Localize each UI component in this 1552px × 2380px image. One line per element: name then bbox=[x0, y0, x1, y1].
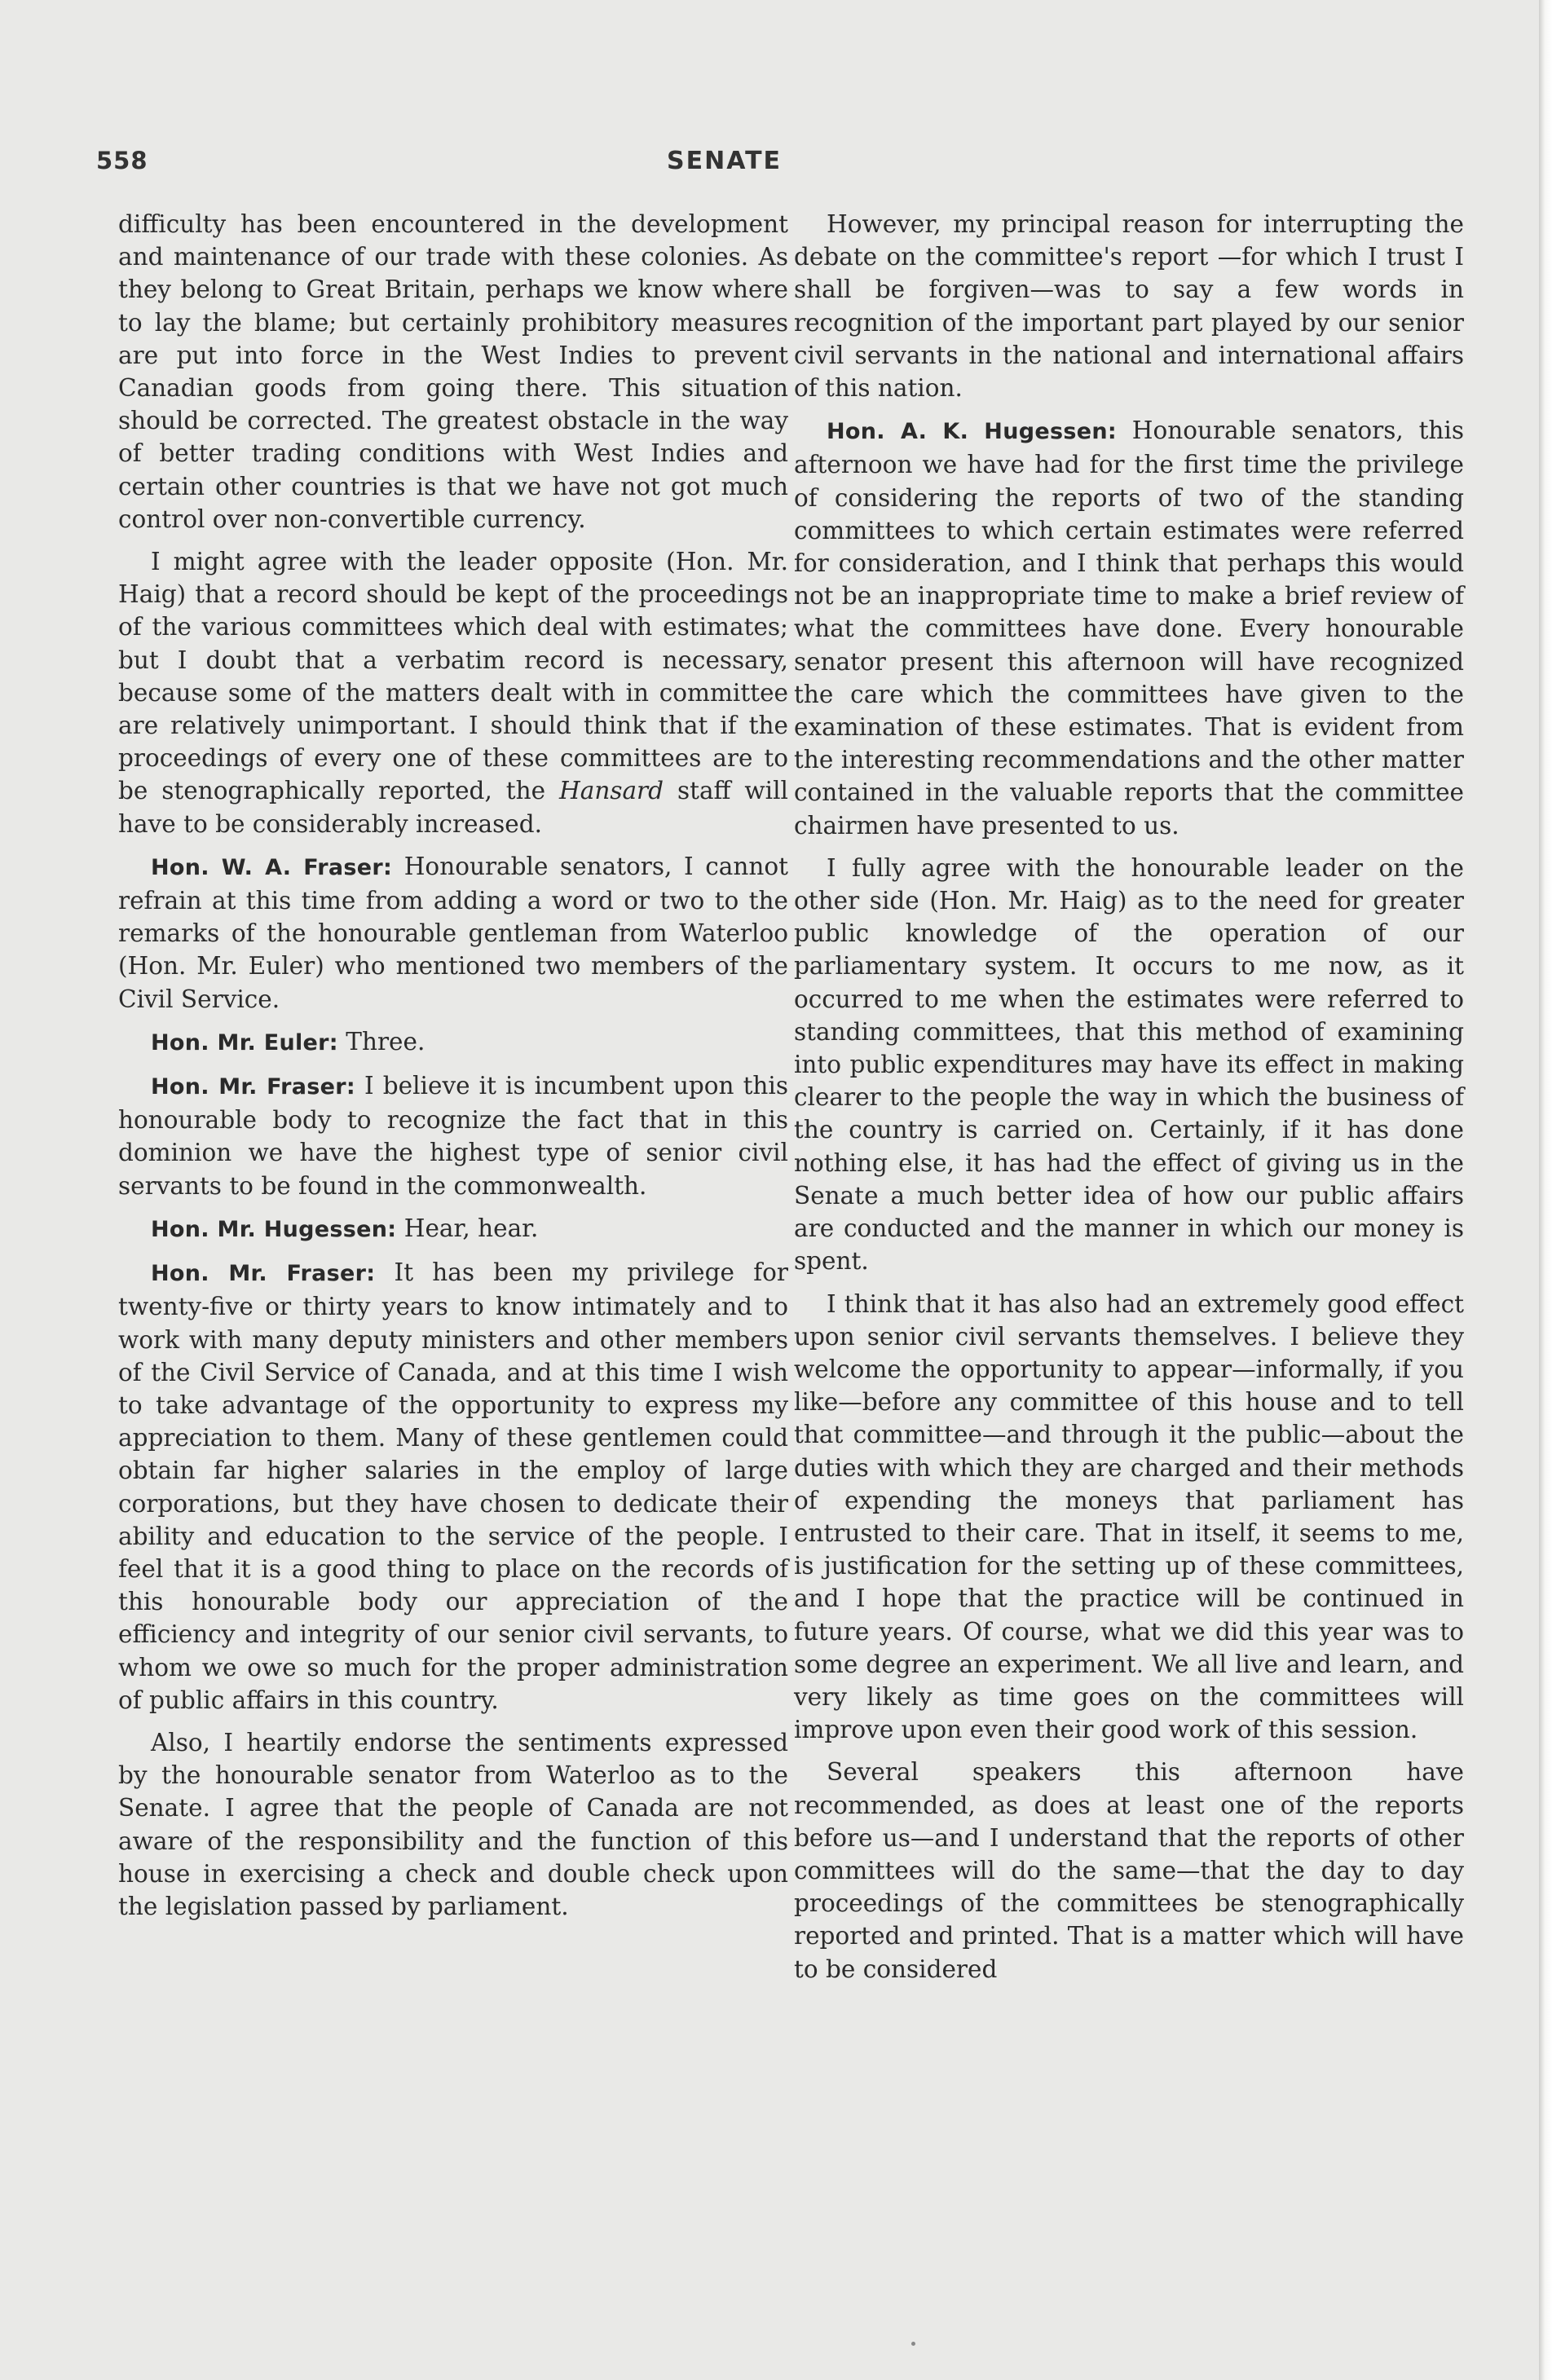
left-column bbox=[118, 208, 788, 1933]
paragraph: I think that it has also had an extremely good effect upon senior civil servants themselves. I believe they welcome the opportunity to appear—informally, if you like—before any committee of this house and to tell that committee—and through it the public—about the duties with which they are charged and their methods of expending the moneys that parliament has entrusted to their care. That in itself, it seems to me, is justification for the setting up of these committees, and I hope that the practice will be continued in future years. Of course, what we did this year was to some degree an experiment. We all live and learn, and very likely as time goes on the committees will improve upon even their good work of this session. bbox=[794, 1289, 1464, 1744]
paragraph: Also, I heartily endorse the sentiments expressed by the honourable senator from Waterloo as to the Senate. I agree that the people of Canada are not aware of the responsibility and the function of this house in exercising a check and double check upon the legislation passed by parliament. bbox=[118, 1728, 788, 1920]
page-speck bbox=[911, 2342, 915, 2346]
paragraph: Several speakers this afternoon have recommended, as does at least one of the reports before us—and I understand that the reports of other committees will do the same—that the day to day proceedings of the committees be stenographically reported and printed. That is a matter which will have to be considered bbox=[794, 1758, 1464, 1983]
speech: Hon. Mr. Fraser: It has been my privilege for twenty-five or thirty years to know intimately and to work with many deputy ministers and other members of the Civil Service of Canada, and at this time I wish to take advantage of the opportunity to express my appreciation to them. Many of these gentlemen could obtain far higher salaries in the employ of large corporations, but they have chosen to dedicate their ability and education to the service of the people. I feel that it is a good thing to place on the records of this honourable body our appreciation of the efficiency and integrity of our senior civil servants, to whom we owe so much for the proper administration of public affairs in this country. bbox=[118, 1258, 788, 1714]
speaker-name: Hon. Mr. Fraser: bbox=[151, 1074, 355, 1100]
paragraph: However, my principal reason for interrupting the debate on the committee's report —for which I trust I shall be forgiven—was to say a few words in recognition of the important part played by our senior civil servants in the national and international affairs of this nation. bbox=[794, 210, 1464, 403]
right-column bbox=[794, 208, 1464, 1995]
page-edge bbox=[1539, 0, 1552, 2380]
speech: Hon. Mr. Hugessen: Hear, hear. bbox=[151, 1214, 539, 1242]
hansard-title: Hansard bbox=[559, 777, 664, 805]
speech: Hon. Mr. Euler: Three. bbox=[151, 1027, 425, 1056]
paragraph: difficulty has been encountered in the development and maintenance of our trade with these colonies. As they belong to Great Britain, perhaps we know where to lay the blame; but certainly prohibitory measures are put into force in the West Indies to prevent Canadian goods from going there. This situation should be corrected. The greatest obstacle in the way of better trading conditions with West Indies and certain other countries is that we have not got much control over non-convertible currency. bbox=[118, 210, 788, 533]
paragraph: I might agree with the leader opposite (Hon. Mr. Haig) that a record should be kept of the proceedings of the various committees which deal with estimates; but I doubt that a verbatim record is necessary, because some of the matters dealt with in committee are relatively unimportant. I should think that if the proceedings of every one of these committees are to be stenographically reported, the Hansard staff will have to be considerably increased. bbox=[118, 548, 788, 838]
speech: Hon. W. A. Fraser: Honourable senators, I cannot refrain at this time from adding a word or two to the remarks of the honourable gentleman from Waterloo (Hon. Mr. Euler) who mentioned two members of the Civil Service. bbox=[118, 852, 788, 1013]
speaker-name: Hon. W. A. Fraser: bbox=[151, 854, 393, 880]
speech: Hon. A. K. Hugessen: Honourable senators, this afternoon we have had for the first time the privilege of considering the reports of two of the standing committees to which certain estimates were referred for consideration, and I think that perhaps this would not be an inappropriate time to make a brief review of what the committees have done. Every honourable senator present this afternoon will have recognized the care which the committees have given to the examination of these estimates. That is evident from the interesting recommendations and the other matter contained in the valuable reports that the committee chairmen have presented to us. bbox=[794, 416, 1464, 840]
paragraph: I fully agree with the honourable leader on the other side (Hon. Mr. Haig) as to the need for greater public knowledge of the operation of our parliamentary system. It occurs to me now, as it occurred to me when the estimates were referred to standing committees, that this method of examining into public expenditures may have its effect in making clearer to the people the way in which the business of the country is carried on. Certainly, if it has done nothing else, it has had the effect of giving us in the Senate a much better idea of how our public affairs are conducted and the manner in which our money is spent. bbox=[794, 853, 1464, 1276]
running-head: SENATE bbox=[667, 147, 783, 175]
speaker-name: Hon. Mr. Euler: bbox=[151, 1029, 338, 1056]
speaker-name: Hon. Mr. Hugessen: bbox=[151, 1216, 397, 1242]
speaker-name: Hon. A. K. Hugessen: bbox=[827, 419, 1117, 445]
speech: Hon. Mr. Fraser: I believe it is incumbent upon this honourable body to recognize the fact that in this dominion we have the highest type of senior civil servants to be found in the commonwealth. bbox=[118, 1072, 788, 1200]
page-header bbox=[96, 143, 1482, 184]
page-number: 558 bbox=[96, 147, 148, 174]
speaker-name: Hon. Mr. Fraser: bbox=[151, 1261, 376, 1287]
